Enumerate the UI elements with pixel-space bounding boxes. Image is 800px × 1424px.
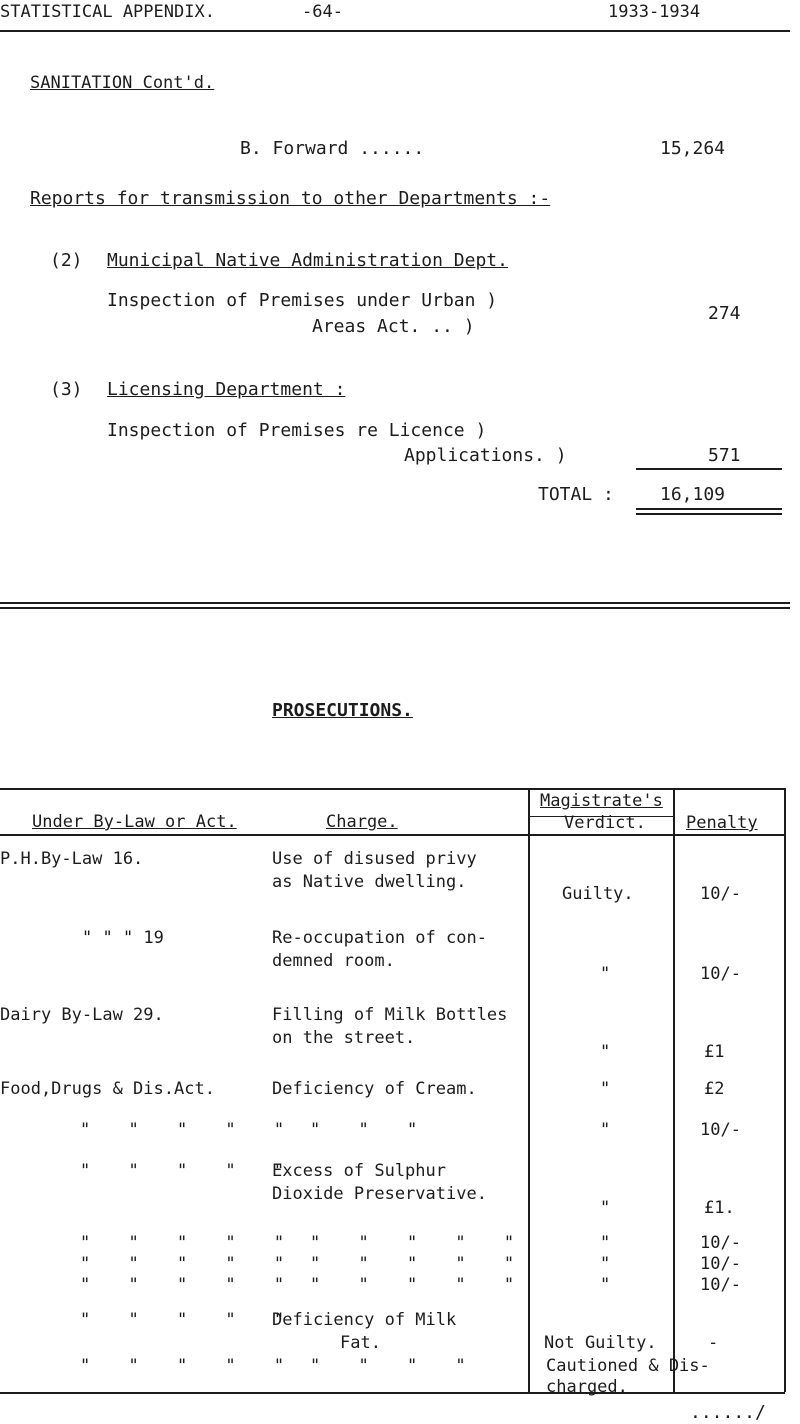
prosecutions-title: PROSECUTIONS. [272,700,413,721]
row-penalty: 10/- [700,1254,741,1274]
forward-value: 15,264 [660,138,726,159]
appendix-label: STATISTICAL APPENDIX. [0,2,215,22]
page-number: -64- [302,2,343,22]
column-divider [784,788,786,1392]
row-penalty: £1. [704,1198,735,1218]
row-charge: Use of disused privy [272,849,477,869]
dept-number: (2) [50,250,83,271]
row-penalty: £2 [704,1079,725,1099]
row-law: Food,Drugs & Dis.Act. [0,1079,215,1099]
row-charge: " " " " " [310,1254,529,1274]
row-verdict: Guilty. [562,884,634,904]
row-charge: on the street. [272,1028,416,1048]
dept-value: 274 [708,303,741,324]
dept-value: 571 [708,445,741,466]
dept-name: Licensing Department : [107,379,346,400]
row-law: " " " " " [80,1310,299,1330]
row-charge: as Native dwelling. [272,872,467,892]
row-penalty: 10/- [700,1120,741,1140]
row-charge: Dioxide Preservative. [272,1184,487,1204]
table-header-rule [0,834,785,836]
row-charge: Deficiency of Milk [272,1310,457,1330]
row-verdict: charged. [546,1377,628,1397]
row-verdict: " [600,1233,611,1253]
row-verdict: " [600,1042,611,1062]
dept-line: Inspection of Premises re Licence ) [107,420,487,441]
total-double-rule [636,513,782,515]
row-verdict: Cautioned & Dis- [546,1356,710,1376]
column-divider [528,788,530,1392]
section-title: SANITATION Cont'd. [30,73,215,93]
row-law: " " " 19 [82,928,164,948]
row-charge: " " " " [310,1356,480,1376]
separator-rule [0,607,790,609]
dept-number: (3) [50,379,83,400]
table-top-rule [0,788,785,790]
row-charge: demned room. [272,951,395,971]
row-charge: Fat. [340,1333,381,1353]
row-verdict: " [600,1198,611,1218]
row-penalty: - [708,1333,719,1353]
row-law: Dairy By-Law 29. [0,1005,164,1025]
row-verdict: " [600,1275,611,1295]
row-charge: Re-occupation of con- [272,928,487,948]
total-label: TOTAL : [538,484,614,505]
year-range: 1933-1934 [608,2,701,22]
row-verdict: " [600,1079,611,1099]
row-penalty: 10/- [700,964,741,984]
dept-line: Inspection of Premises under Urban ) [107,290,498,311]
header-law: Under By-Law or Act. [32,812,237,832]
row-verdict: " [600,964,611,984]
reports-heading: Reports for transmission to other Departments :- [30,188,551,209]
row-law: " " " " " [80,1356,299,1376]
row-penalty: 10/- [700,1233,741,1253]
row-verdict: " [600,1254,611,1274]
header-verdict: Magistrate's [540,791,663,811]
row-charge: " " " " " [310,1275,529,1295]
row-charge: Excess of Sulphur [272,1161,446,1181]
total-value: 16,109 [660,484,726,505]
row-charge: Filling of Milk Bottles [272,1005,508,1025]
dept-line: Areas Act. .. ) [312,316,475,337]
continuation-mark: ....../ [690,1402,766,1423]
dept-line: Applications. ) [404,445,567,466]
row-law: " " " " " [80,1275,299,1295]
row-law: P.H.By-Law 16. [0,849,144,869]
row-law: " " " " " [80,1254,299,1274]
header-rule [0,30,790,32]
row-law: " " " " " [80,1233,299,1253]
row-law: " " " " " [80,1120,299,1140]
total-rule [636,508,782,510]
header-penalty: Penalty [686,813,758,833]
dept-name: Municipal Native Administration Dept. [107,250,508,271]
row-verdict: Not Guilty. [544,1333,657,1353]
row-penalty: 10/- [700,1275,741,1295]
column-divider [673,788,675,1392]
header-verdict: Verdict. [564,813,646,833]
separator-rule [0,602,790,604]
forward-label: B. Forward ...... [240,138,425,159]
row-penalty: £1 [704,1042,725,1062]
row-charge: Deficiency of Cream. [272,1079,477,1099]
subtotal-rule [636,468,782,470]
row-law: " " " " " [80,1161,299,1181]
row-penalty: 10/- [700,884,741,904]
row-charge: " " " " " [310,1233,529,1253]
table-bottom-rule [0,1392,785,1394]
row-charge: " " " [310,1120,432,1140]
row-verdict: " [600,1120,611,1140]
header-charge: Charge. [326,812,398,832]
